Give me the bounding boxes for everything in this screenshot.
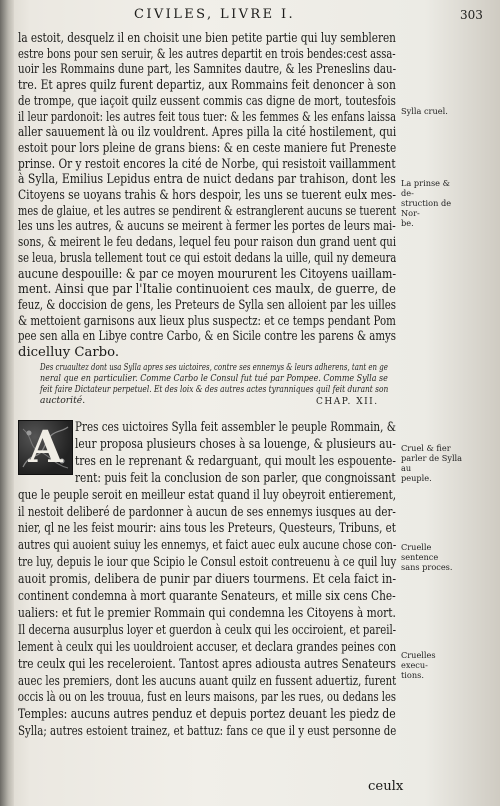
text-line: Temples: aucuns autres penduz et depuis portez deuant les piedz de xyxy=(18,707,396,723)
text-line: auoit promis, delibera de punir par diuers tourmens. Et cela faict in- xyxy=(18,572,397,588)
summary-line: Des cruaultez dont usa Sylla apres ses uictoires, contre ses ennemys & leurs adherens, tant en ge xyxy=(40,362,388,373)
text-line: à Sylla, Emilius Lepidus entra de nuict dedans par trahison, dont les xyxy=(18,172,396,188)
text-line: estre bons pour sen seruir, & les autres departit en trois bendes:cest assa- xyxy=(18,46,396,62)
text-line: tre. Et apres quilz furent departiz, aux Rommains feit denoncer à son xyxy=(18,78,396,94)
running-title: CIVILES, LIVRE I. xyxy=(134,7,296,22)
text-line: auec les premiers, dont les aucuns auant quilz en fussent aduertiz, furent xyxy=(18,673,397,689)
text-line: uoir les Rommains dune part, les Samnites dautre, & les Preneslins dau- xyxy=(18,62,397,78)
text-line: prinse. Or y restoit encores la cité de Norbe, qui resistoit vaillamment xyxy=(18,156,396,172)
text-line: les uns les autres, & aucuns se meirent à fermer les portes de leurs mai- xyxy=(18,219,396,235)
text-line: sons, & meirent le feu dedans, lequel feu pour raison dun grand uent qui xyxy=(18,235,397,251)
text-line: tre luy, depuis le iour que Scipio le Consul estoit contreuenu à ce quil luy xyxy=(18,555,397,571)
book-spine-shadow xyxy=(0,0,14,806)
text-line: dicelluy Carbo. xyxy=(18,345,120,360)
text-line: Sylla; autres estoient trainez, et battuz: fans ce que il y eust personne de xyxy=(18,724,397,740)
margin-note: La prinse & de- struction de Nor- be. xyxy=(401,178,452,228)
text-line: leur proposa plusieurs choses à sa louenge, & plusieurs au- xyxy=(75,436,396,452)
text-line: ment. Ainsi que par l'Italie continuoient ces maulx, de guerre, de xyxy=(18,282,396,298)
text-line: lement à ceulx qui les uouldroient accuser, et declara grandes peines con xyxy=(18,639,397,655)
text-line: tres en le reprenant & redarguant, qui moult les espouente- xyxy=(75,453,396,469)
text-line: se leua, brusla tellement tout ce qui estoit dedans la uille, quil ny demeura xyxy=(18,250,397,266)
drop-cap-initial xyxy=(18,420,73,475)
text-line: la estoit, desquelz il en choisit une bien petite partie qui luy sembleren xyxy=(18,31,396,46)
text-line: Citoyens se uoyans trahis & hors despoir, les uns se tuerent eulx mes- xyxy=(18,188,396,203)
margin-note: Sylla cruel. xyxy=(401,106,448,116)
text-line: de trompe, que iaçoit quilz eussent commis cas digne de mort, toutesfois xyxy=(18,93,396,109)
summary-line: neral que en particulier. Comme Carbo le Consul fut tué par Pompee. Comme Sylla se xyxy=(40,373,388,384)
text-line: tre ceulx qui les receleroient. Tantost apres adiousta autres Senateurs xyxy=(18,656,396,672)
page-number: 303 xyxy=(460,8,483,22)
summary-line: auctorité. xyxy=(40,395,86,406)
text-line: il nestoit deliberé de pardonner à aucun de ses ennemys iusques au der- xyxy=(18,504,396,520)
text-line: feuz, & doccision de gens, les Preteurs de Sylla sen alloient par les uilles xyxy=(18,297,396,313)
text-line: nier, ql ne les feist mourir: ains tous les Preteurs, Questeurs, Tribuns, et xyxy=(18,521,396,537)
text-line: mes de glaiue, et les autres se pendirent & estranglerent aucuns se tuerent xyxy=(18,203,397,219)
margin-note: Cruelle sentence sans proces. xyxy=(401,542,453,572)
text-line: Pres ces uictoires Sylla feit assembler le peuple Rommain, & xyxy=(75,420,396,435)
margin-note: Cruelles execu- tions. xyxy=(401,650,436,680)
chapter-number: CHAP. XII. xyxy=(316,397,379,407)
page-header xyxy=(0,7,500,27)
text-line: ualiers: et fut le premier Rommain qui condemna les Citoyens à mort. xyxy=(18,605,396,621)
text-line: occis là ou on les trouua, fust en leurs maisons, par les rues, ou dedans les xyxy=(18,690,396,706)
text-line: aucune despouille: & par ce moyen moururent les Citoyens uaillam- xyxy=(18,266,397,282)
margin-note: Cruel & fier parler de Sylla au peuple. xyxy=(401,443,463,483)
catchword: ceulx xyxy=(368,779,404,794)
summary-line: feit faire Dictateur perpetuel. Et des loix & des autres actes tyranniques quil feit durant son xyxy=(40,384,389,395)
text-line: estoit pour lors pleine de grans biens: & en ceste maniere fut Preneste xyxy=(18,140,397,156)
text-line: que le peuple seroit en meilleur estat quand il luy obeyroit entierement, xyxy=(18,487,397,503)
text-line: rent: puis feit la conclusion de son parler, que congnoissant xyxy=(75,470,396,486)
text-line: il leur pardonoit: les autres feit tous tuer: & les femmes & les enfans laissa xyxy=(18,109,397,125)
text-line: pee sen alla en Libye contre Carbo, & en Sicile contre les parens & amys xyxy=(18,329,396,345)
text-line: continent condemna à mort quarante Senateurs, et mille six cens Che- xyxy=(18,589,396,604)
text-line: aller sauuement là ou ilz vouldrent. Apres pilla la cité hostilement, qui xyxy=(18,125,397,141)
text-line: Il decerna ausurplus loyer et guerdon à ceulx qui les occiroient, et pareil- xyxy=(18,622,397,638)
drop-cap-letter: A xyxy=(28,422,63,473)
text-line: autres qui auoient suiuy les ennemys, et faict auec eulx aucune chose con- xyxy=(18,538,397,554)
text-line: & mettoient garnisons aux lieux plus suspectz: et ce temps pendant Pom xyxy=(18,313,396,329)
